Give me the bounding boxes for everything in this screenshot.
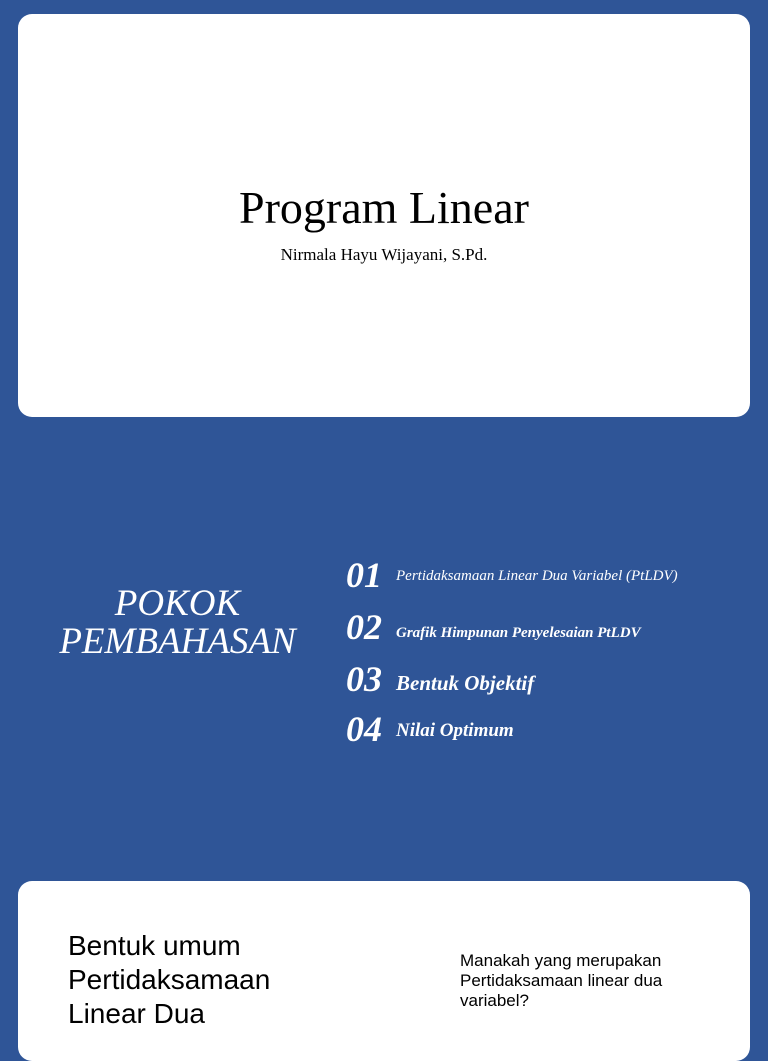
general-form-heading	[68, 929, 368, 1031]
agenda-item-label: Bentuk Objektif	[396, 670, 535, 695]
general-form-heading-line-1: Bentuk umum	[68, 930, 241, 961]
general-form-heading-line-2: Pertidaksamaan	[68, 964, 271, 995]
slide-title: Program Linear	[239, 182, 529, 233]
agenda-heading-line-1: POKOK	[114, 583, 241, 624]
title-slide	[18, 14, 750, 417]
agenda-heading	[40, 585, 315, 661]
agenda-item-label: Nilai Optimum	[396, 720, 514, 741]
slide-author: Nirmala Hayu Wijayani, S.Pd.	[280, 245, 488, 264]
agenda-item	[346, 659, 534, 699]
agenda-item-number: 03	[346, 659, 382, 699]
question-text-line-2: Pertidaksamaan linear dua	[460, 971, 663, 990]
agenda-heading-line-2: PEMBAHASAN	[59, 621, 296, 662]
general-form-heading-line-3: Linear Dua	[68, 998, 205, 1029]
agenda-item-label: Pertidaksamaan Linear Dua Variabel (PtLDV)	[396, 567, 678, 584]
agenda-item-label: Grafik Himpunan Penyelesaian PtLDV	[396, 624, 641, 641]
agenda-item-number: 04	[346, 709, 382, 749]
agenda-item-number: 01	[346, 555, 382, 595]
agenda-item-number: 02	[346, 607, 382, 647]
content-slide	[18, 881, 750, 1061]
question-text-line-1: Manakah yang merupakan	[460, 951, 662, 970]
agenda-item	[346, 709, 514, 749]
agenda-item	[346, 555, 678, 595]
question-text-line-3: variabel?	[460, 991, 529, 1010]
question-text	[460, 951, 720, 1011]
agenda-item	[346, 607, 641, 647]
